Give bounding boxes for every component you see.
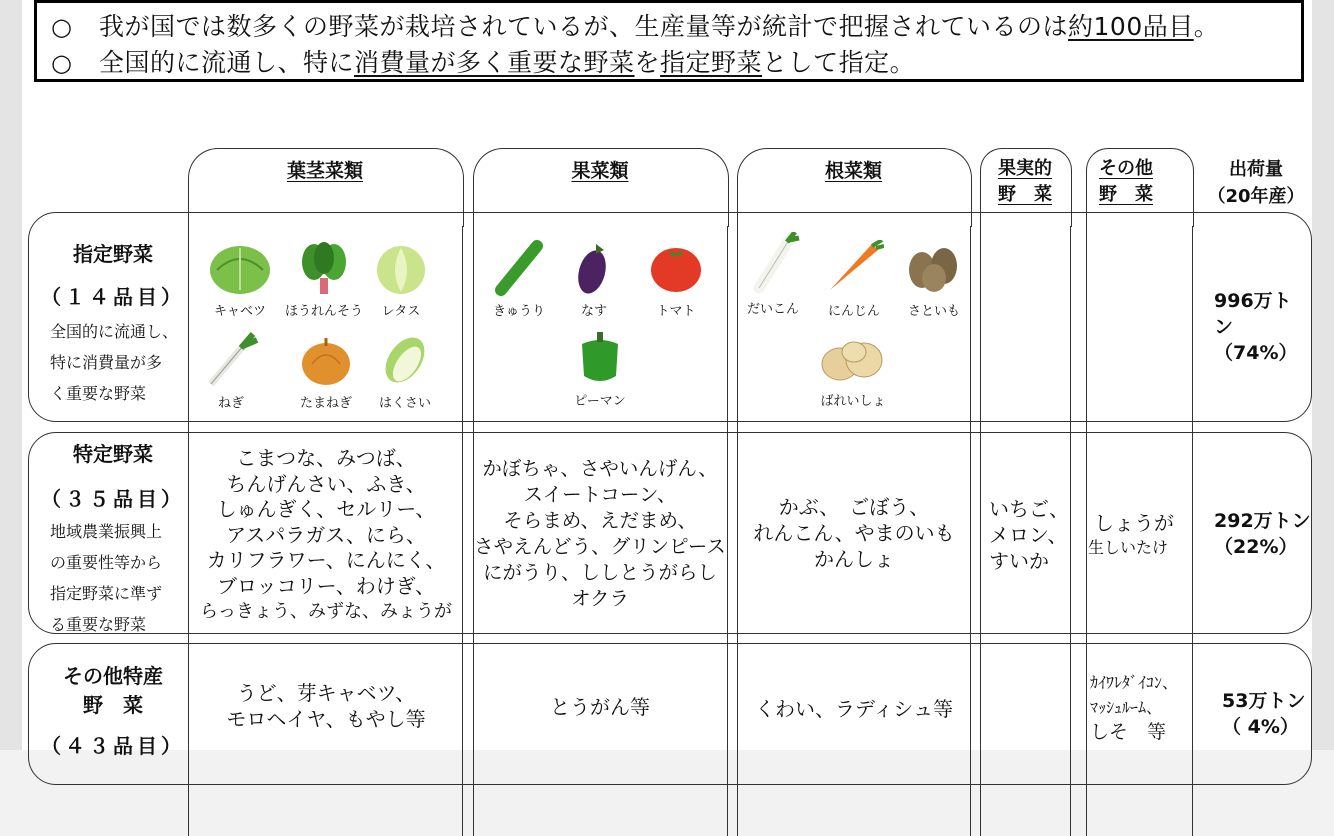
spinach-icon <box>294 240 354 296</box>
chinese-cabbage-icon <box>377 332 433 388</box>
veg-label: ピーマン <box>574 394 626 409</box>
header-fruitlike <box>980 156 1070 208</box>
intro-line-1 <box>51 9 1301 45</box>
tomato-icon <box>648 240 704 296</box>
veg-taro <box>898 240 970 319</box>
header-fruitlike-2: 野 菜 <box>998 184 1052 205</box>
ship-share: （74%） <box>1214 342 1298 364</box>
special-shipment <box>1222 688 1305 740</box>
eggplant-icon <box>566 240 622 296</box>
cell-line: うど、芽キャベツ、 <box>236 681 416 705</box>
special-fruit: とうがん等 <box>550 695 650 719</box>
veg-label: きゅうり <box>492 304 545 319</box>
designated-desc <box>50 316 186 409</box>
veg-pepper <box>560 330 640 409</box>
header-leaf: 葉茎菜類 <box>286 160 363 182</box>
cell-line: かぶ、 ごぼう、 <box>778 495 930 519</box>
cell-line: ｶｲﾜﾚﾀﾞｲｺﾝ、 <box>1090 673 1179 692</box>
cell-line: スイートコーン、 <box>523 483 677 506</box>
taro-icon <box>904 240 964 296</box>
cell-line: ちんげんさい、ふき、 <box>226 471 426 496</box>
veg-label: なす <box>580 304 607 319</box>
intro-underlined: 約100品目 <box>1068 12 1194 41</box>
cell-line: にがうり、ししとうがらし <box>482 561 717 584</box>
intro-box <box>34 0 1304 82</box>
header-shipment-2: （20年産） <box>1207 186 1305 207</box>
veg-eggplant <box>566 240 622 319</box>
desc-line: 指定野菜に準ず <box>50 584 163 603</box>
lettuce-icon <box>373 240 429 296</box>
veg-onion <box>286 332 366 411</box>
cabbage-icon <box>207 240 273 296</box>
cell-line: オクラ <box>570 587 630 610</box>
circle-bullet-icon: ○ <box>51 13 73 41</box>
cell-line: すいか <box>989 549 1049 573</box>
veg-label: ばれいしょ <box>820 394 886 409</box>
cucumber-icon <box>491 240 547 296</box>
cell-line: さやえんどう、グリンピース <box>474 535 726 558</box>
cell-line: そらまめ、えだまめ、 <box>503 509 697 532</box>
specific-fruitlike <box>981 496 1069 574</box>
intro-text: 全国的に流通し、特に <box>99 48 355 77</box>
header-shipment <box>1200 156 1312 210</box>
pepper-icon <box>572 330 628 386</box>
specific-other <box>1088 510 1192 560</box>
desc-line: く重要な野菜 <box>50 384 147 403</box>
ship-value: 292万トン <box>1214 510 1311 532</box>
specific-count: （３５品目） <box>41 487 185 511</box>
potato-icon <box>820 334 886 386</box>
ship-value: 53万トン <box>1222 690 1306 712</box>
cell-line: しょうが <box>1094 511 1174 535</box>
cell-line: モロヘイヤ、もやし等 <box>226 707 426 731</box>
desc-line: る重要な野菜 <box>50 615 147 634</box>
intro-line-2 <box>51 45 1301 81</box>
veg-label: たまねぎ <box>299 396 352 411</box>
veg-label: ねぎ <box>217 396 244 411</box>
designated-count: （１４品目） <box>41 285 185 309</box>
cell-line: こまつな、みつば、 <box>236 446 416 470</box>
cell-line: ﾏｯｼｭﾙｰﾑ、 <box>1090 698 1163 717</box>
specific-fruit <box>474 456 726 612</box>
cell-line: 生しいたけ <box>1088 538 1169 557</box>
desc-line: 地域農業振興上 <box>50 522 163 541</box>
designated-label <box>40 238 186 409</box>
header-fruitlike-1: 果実的 <box>998 158 1052 179</box>
circle-bullet-icon: ○ <box>51 49 73 77</box>
special-label <box>40 660 186 759</box>
right-margin <box>1312 0 1334 750</box>
daikon-icon <box>745 232 801 294</box>
veg-label: トマト <box>656 304 696 319</box>
cell-line: ブロッコリー、わけぎ、 <box>217 573 435 598</box>
header-other <box>1086 156 1166 208</box>
cell-line: メロン、 <box>989 523 1068 547</box>
cell-line: しゅんぎく、セルリー、 <box>216 497 436 521</box>
veg-label: レタス <box>381 304 421 319</box>
designated-title: 指定野菜 <box>73 242 153 266</box>
cell-line: いちご、 <box>989 497 1069 521</box>
header-shipment-1: 出荷量 <box>1229 159 1283 180</box>
veg-label: ほうれんそう <box>284 304 363 319</box>
veg-label: さといも <box>907 304 960 319</box>
ship-share: （ 4%） <box>1222 716 1299 738</box>
specific-label <box>40 438 186 640</box>
cell-line: かんしょ <box>814 547 894 571</box>
veg-label: はくさい <box>378 396 431 411</box>
veg-label: だいこん <box>746 302 799 317</box>
cell-line: れんこん、やまのいも <box>753 521 955 545</box>
left-margin <box>0 0 22 750</box>
cell-line: らっきょう、みずな、みょうが <box>200 601 452 622</box>
intro-text: 我が国では数多くの野菜が栽培されているが、生産量等が統計で把握されているのは <box>99 12 1069 41</box>
header-other-2: 野 菜 <box>1099 184 1153 205</box>
veg-carrot <box>818 240 890 319</box>
header-other-1: その他 <box>1099 158 1153 179</box>
ship-value: ン <box>1214 316 1234 338</box>
cell-line: カリフラワー、にんにく、 <box>206 548 446 572</box>
desc-line: 特に消費量が多 <box>50 353 163 372</box>
intro-text: を <box>634 48 661 77</box>
intro-text: として指定。 <box>762 48 916 77</box>
veg-tomato <box>644 240 708 319</box>
veg-cabbage <box>200 240 280 319</box>
special-title: その他特産 <box>63 664 163 688</box>
veg-daikon <box>740 232 806 317</box>
veg-potato <box>808 334 898 409</box>
special-other <box>1090 670 1194 745</box>
special-root: くわい、ラディシュ等 <box>755 697 953 721</box>
cell-line: アスパラガス、にら、 <box>226 522 426 547</box>
header-fruit: 果菜類 <box>571 160 629 182</box>
specific-leaf <box>190 446 462 625</box>
special-title: 野 菜 <box>83 693 143 717</box>
special-count: （４３品目） <box>41 734 185 758</box>
header-root: 根菜類 <box>824 160 882 182</box>
intro-underlined: 指定野菜 <box>660 48 763 77</box>
carrot-icon <box>824 240 884 296</box>
desc-line: の重要性等から <box>50 553 163 572</box>
specific-shipment <box>1214 508 1311 560</box>
specific-desc <box>50 516 186 640</box>
ship-share: （22%） <box>1214 536 1298 558</box>
designated-shipment <box>1214 288 1297 366</box>
veg-label: キャベツ <box>213 304 266 319</box>
veg-leek <box>200 332 262 411</box>
intro-underlined: 消費量が多く重要な野菜 <box>354 48 635 77</box>
veg-cucumber <box>484 240 554 319</box>
specific-title: 特定野菜 <box>73 442 153 466</box>
leek-icon <box>203 332 259 388</box>
veg-spinach <box>276 240 372 319</box>
cell-line: かぼちゃ、さやいんげん、 <box>482 457 718 480</box>
onion-icon <box>298 332 354 388</box>
desc-line: 全国的に流通し、 <box>50 322 179 341</box>
veg-lettuce <box>368 240 434 319</box>
veg-label: にんじん <box>827 304 880 319</box>
ship-value: 996万ト <box>1214 290 1292 312</box>
cell-line: しそ 等 <box>1090 721 1167 743</box>
special-leaf <box>190 680 462 732</box>
intro-text: 。 <box>1193 12 1220 41</box>
specific-root <box>738 494 970 572</box>
veg-chinese-cabbage <box>370 332 440 411</box>
